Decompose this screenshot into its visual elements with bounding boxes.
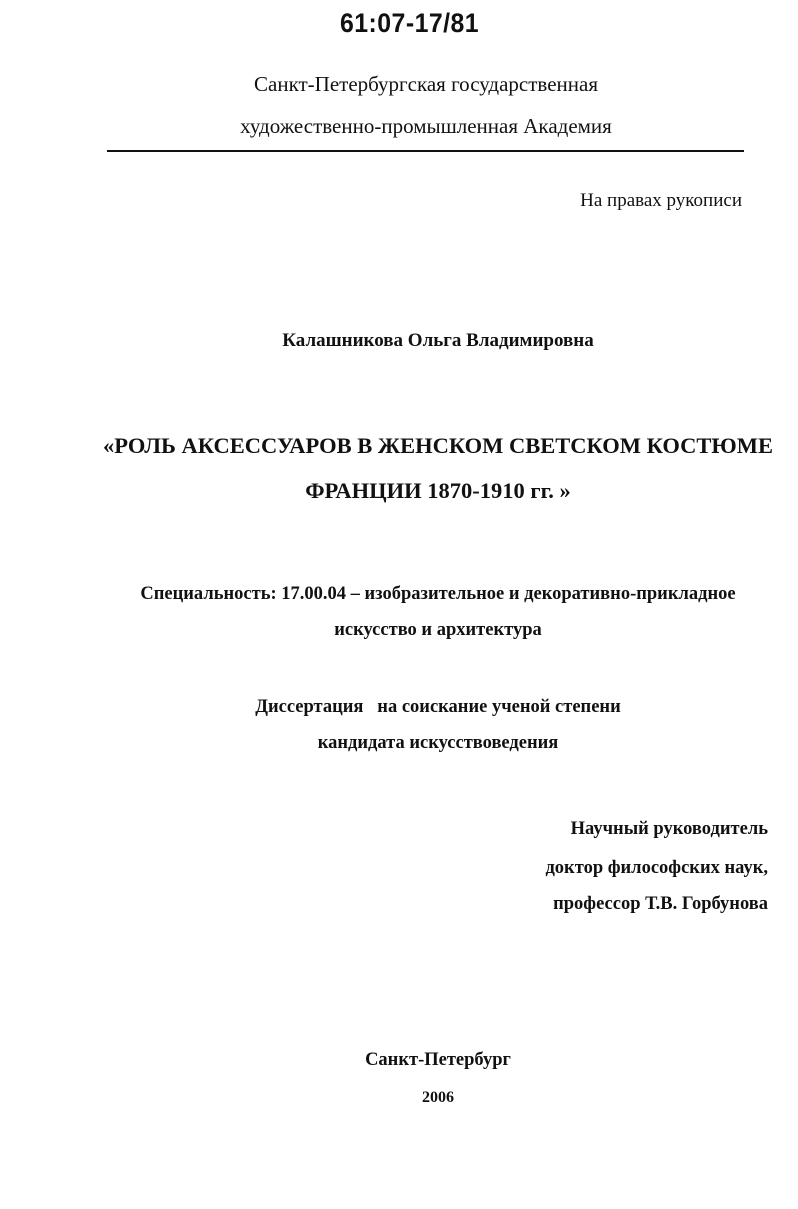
degree-line2: кандидата искусствоведения [317, 733, 559, 753]
institution-name-line2: художественно-промышленная Академия [240, 114, 612, 138]
supervisor-name: профессор Т.В. Горбунова [553, 894, 768, 914]
year: 2006 [422, 1089, 454, 1106]
specialty-line1: Специальность: 17.00.04 – изобразительное и декоративно-прикладное [140, 584, 736, 604]
manuscript-note: На правах рукописи [580, 190, 742, 211]
supervisor-degree: доктор философских наук, [545, 858, 768, 878]
specialty-line2: искусство и архитектура [334, 620, 542, 640]
degree-line1: Диссертация на соискание ученой степени [255, 697, 621, 717]
archive-code: 61:07-17/81 [340, 8, 480, 38]
institution-name-line1: Санкт-Петербургская государственная [254, 72, 598, 96]
supervisor-label: Научный руководитель [570, 819, 768, 839]
city: Санкт-Петербург [365, 1050, 511, 1070]
header-divider [107, 150, 744, 152]
dissertation-title-line2: ФРАНЦИИ 1870-1910 гг. » [305, 478, 571, 503]
dissertation-title-line1: «РОЛЬ АКСЕССУАРОВ В ЖЕНСКОМ СВЕТСКОМ КОСТЮМЕ [103, 433, 773, 458]
author-name: Калашникова Ольга Владимировна [282, 330, 594, 351]
